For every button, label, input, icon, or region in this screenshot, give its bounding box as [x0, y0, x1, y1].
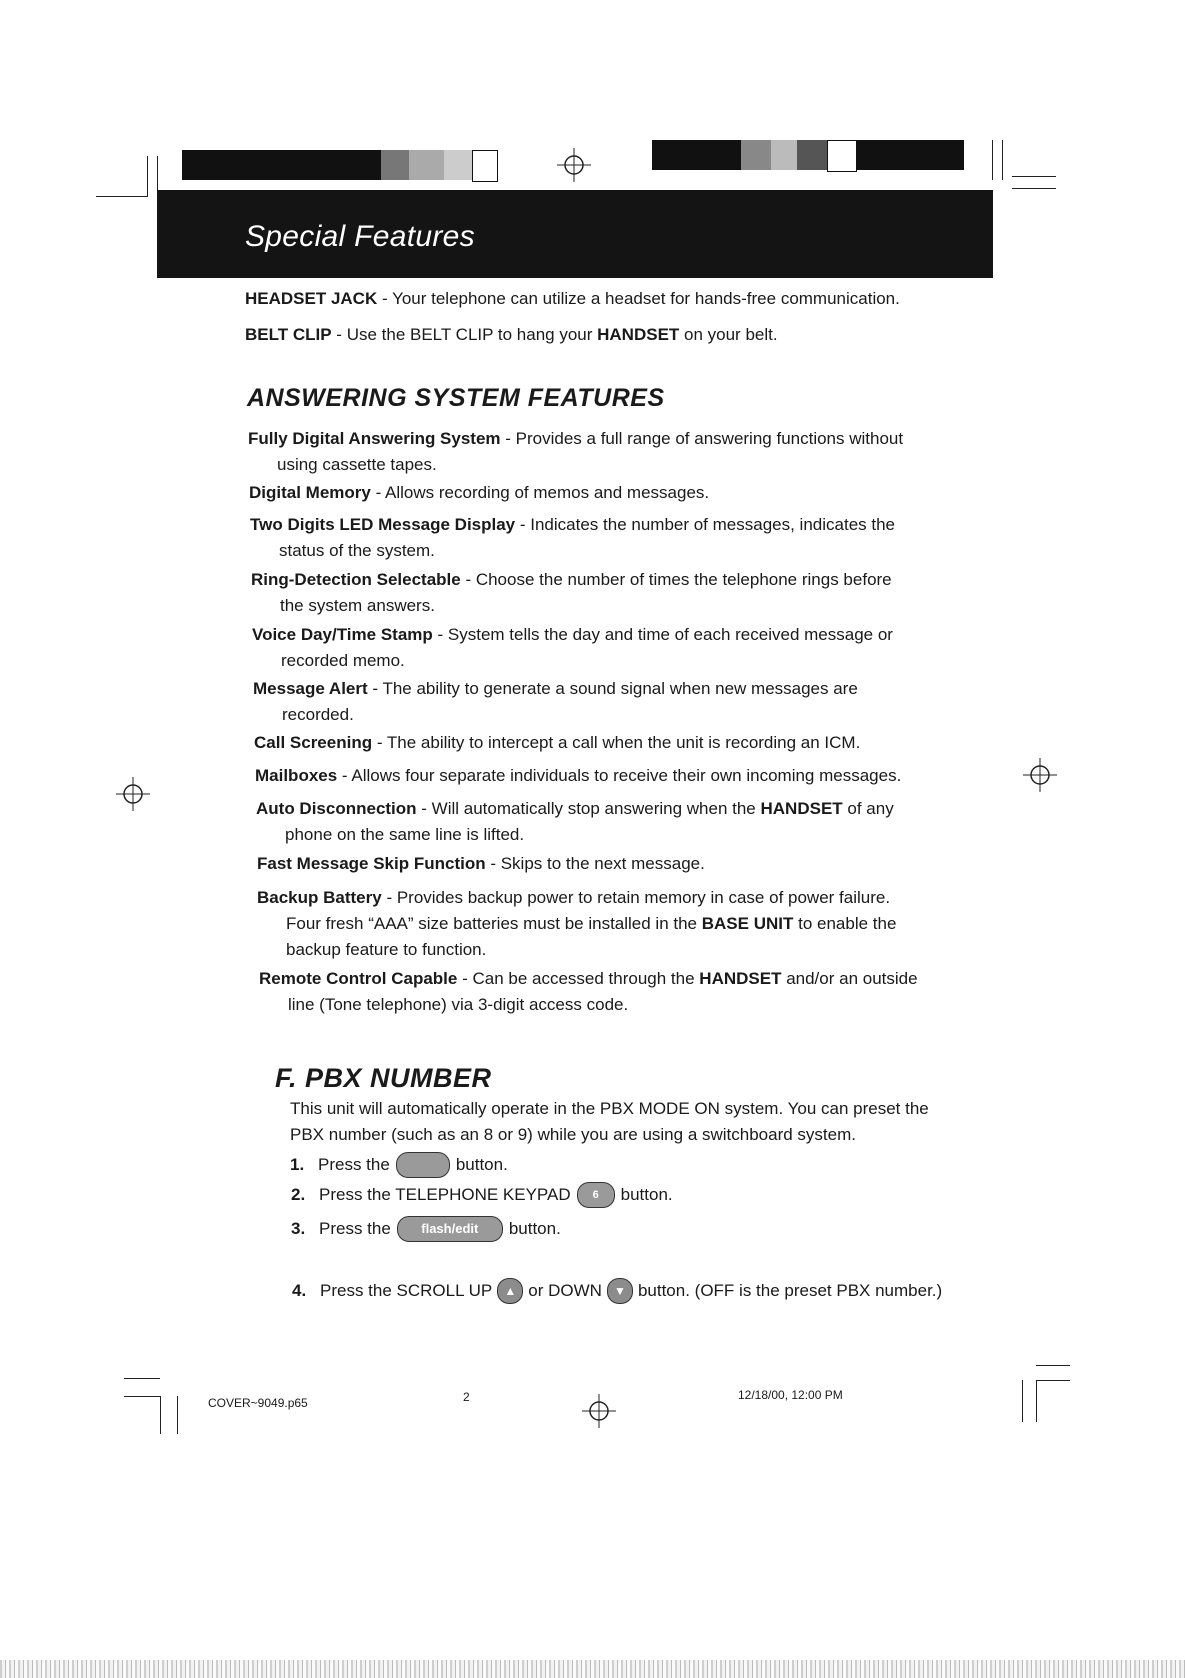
- section-banner: [157, 190, 993, 278]
- footer-filename: COVER~9049.p65: [208, 1396, 308, 1410]
- feature-item: Remote Control Capable - Can be accessed through the HANDSET and/or an outside line (Tone telephone) via 3-digit access code.: [259, 969, 918, 1014]
- feature-desc: Your telephone can utilize a headset for hands-free communication.: [392, 289, 900, 308]
- feature-item: Fully Digital Answering System - Provides a full range of answering functions without using cassette tapes.: [248, 429, 904, 474]
- section-heading: F. PBX NUMBER: [275, 1063, 492, 1093]
- crop-mark: [1012, 188, 1056, 189]
- registration-mark: [582, 1394, 616, 1428]
- crop-mark: [1022, 1380, 1023, 1422]
- step-item: 4. Press the SCROLL UP ▲ or DOWN ▼ button. (OFF is the preset PBX number.): [292, 1278, 942, 1304]
- crop-mark: [124, 1378, 160, 1379]
- feature-item: Ring-Detection Selectable - Choose the number of times the telephone rings before the system answers.: [251, 570, 892, 615]
- registration-mark: [557, 148, 591, 182]
- scroll-down-icon: ▼: [607, 1278, 633, 1304]
- page-title: Special Features: [245, 220, 475, 253]
- crop-mark: [96, 196, 148, 197]
- flash-edit-icon: flash/edit: [397, 1216, 503, 1242]
- headset-jack-item: HEADSET JACK - Your telephone can utilize a headset for hands-free communication.: [245, 289, 900, 308]
- feature-item: Fast Message Skip Function - Skips to the next message.: [257, 854, 705, 873]
- feature-item: Message Alert - The ability to generate a sound signal when new messages are recorded.: [253, 679, 858, 724]
- footer-timestamp: 12/18/00, 12:00 PM: [738, 1388, 843, 1402]
- crop-mark: [124, 1396, 160, 1397]
- step-item: 3. Press the flash/edit button.: [291, 1216, 561, 1242]
- feature-item: Mailboxes - Allows four separate individuals to receive their own incoming messages.: [255, 766, 902, 785]
- crop-mark: [1036, 1380, 1070, 1381]
- feature-item: Call Screening - The ability to intercept a call when the unit is recording an ICM.: [254, 733, 861, 752]
- crop-mark: [1036, 1365, 1070, 1366]
- registration-mark: [1023, 758, 1057, 792]
- section-heading: ANSWERING SYSTEM FEATURES: [247, 384, 665, 412]
- color-bar-left: [182, 150, 498, 180]
- crop-mark: [147, 156, 148, 196]
- feature-item: Two Digits LED Message Display - Indicates the number of messages, indicates the status of the system.: [250, 515, 896, 560]
- feature-item: Digital Memory - Allows recording of memos and messages.: [249, 483, 710, 502]
- belt-clip-item: BELT CLIP - Use the BELT CLIP to hang your HANDSET on your belt.: [245, 325, 778, 344]
- crop-mark: [177, 1396, 178, 1434]
- crop-mark: [160, 1396, 161, 1434]
- step-item: 1. Press the button.: [290, 1152, 508, 1178]
- pbx-description: This unit will automatically operate in the PBX MODE ON system. You can preset the PBX number (such as an 8 or 9) while you are using a switchboard system.: [290, 1099, 929, 1144]
- step-item: 2. Press the TELEPHONE KEYPAD 6 button.: [291, 1182, 673, 1208]
- feature-term: HEADSET JACK: [245, 289, 378, 308]
- feature-term: BELT CLIP: [245, 325, 332, 344]
- scan-edge-noise: [0, 1660, 1185, 1678]
- crop-mark: [1012, 176, 1056, 177]
- registration-mark: [116, 777, 150, 811]
- crop-mark: [1002, 140, 1003, 180]
- crop-mark: [1036, 1380, 1037, 1422]
- scroll-up-icon: ▲: [497, 1278, 523, 1304]
- menu-button-icon: [396, 1152, 450, 1178]
- footer-page-number: 2: [463, 1390, 470, 1404]
- feature-item: Backup Battery - Provides backup power to retain memory in case of power failure. Four fresh “AAA” size batteries must be installed in the BASE UNIT to enable the backup feature to function.: [257, 888, 897, 959]
- crop-mark: [992, 140, 993, 180]
- feature-item: Voice Day/Time Stamp - System tells the day and time of each received message or recorded memo.: [252, 625, 893, 670]
- color-bar-right: [652, 140, 964, 170]
- keypad-6-icon: 6: [577, 1182, 615, 1208]
- feature-item: Auto Disconnection - Will automatically stop answering when the HANDSET of any phone on the same line is lifted.: [256, 799, 894, 844]
